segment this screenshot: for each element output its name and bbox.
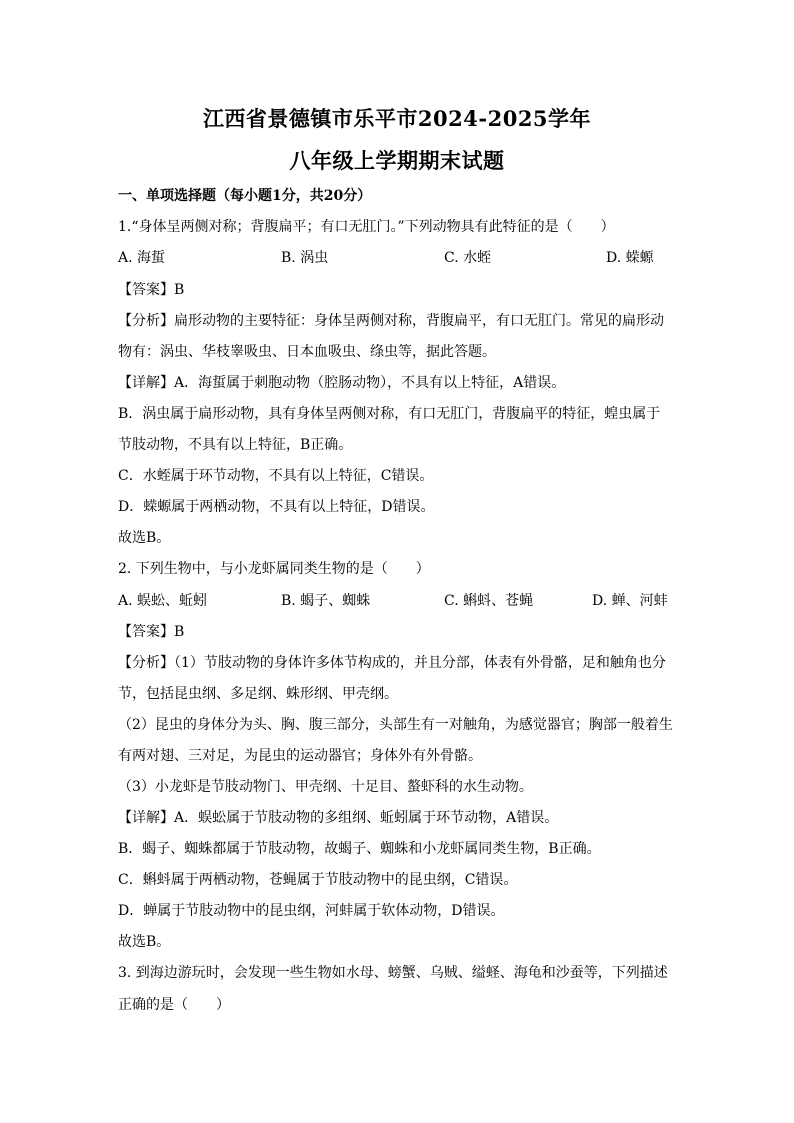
document-title-line2: 八年级上学期期末试题 — [289, 148, 505, 173]
question-3-stem-line: 3. 到海边游玩时，会发现一些生物如水母、螃蟹、乌贼、缢蛏、海龟和沙蚕等，下列描述 — [118, 965, 668, 981]
question-2-stem: 2. 下列生物中，与小龙虾属同类生物的是（ ） — [118, 561, 430, 577]
question-2-option-c: C. 蝌蚪、苍蝇 — [444, 593, 534, 609]
question-1-detail-line: C．水蛭属于环节动物，不具有以上特征，C错误。 — [118, 468, 434, 484]
question-1-detail-line: D．蝾螈属于两栖动物，不具有以上特征，D错误。 — [118, 499, 435, 515]
question-1-conclusion: 故选B。 — [118, 530, 171, 546]
question-2-analysis-line: 有两对翅、三对足，为昆虫的运动器官；身体外有外骨骼。 — [118, 748, 482, 764]
question-1-analysis-line: 【分析】扁形动物的主要特征：身体呈两侧对称，背腹扁平，有口无肛门。常见的扁形动 — [118, 313, 664, 329]
question-1-stem: 1.“身体呈两侧对称；背腹扁平；有口无肛门。”下列动物具有此特征的是（ ） — [118, 219, 615, 235]
question-2-conclusion: 故选B。 — [118, 934, 171, 950]
question-2-analysis-line: （2）昆虫的身体分为头、胸、腹三部分，头部生有一对触角，为感觉器官；胸部一般着生 — [118, 717, 673, 733]
question-2-detail-line: C．蝌蚪属于两栖动物，苍蝇属于节肢动物中的昆虫纲，C错误。 — [118, 872, 518, 888]
question-1-detail-line: 【详解】A．海蜇属于刺胞动物（腔肠动物），不具有以上特征，A错误。 — [118, 375, 566, 391]
question-2-answer: 【答案】B — [118, 624, 185, 640]
question-1-detail-line: 节肢动物，不具有以上特征，B正确。 — [118, 437, 353, 453]
question-1-option-d: D. 蝾螈 — [606, 250, 654, 266]
question-2-option-b: B. 蝎子、蜘蛛 — [281, 593, 371, 609]
question-2-detail-line: D．蝉属于节肢动物中的昆虫纲，河蚌属于软体动物，D错误。 — [118, 903, 505, 919]
question-2-detail-line: 【详解】A．蜈蚣属于节肢动物的多组纲、蚯蚓属于环节动物，A错误。 — [118, 810, 559, 826]
question-1-option-a: A. 海蜇 — [118, 250, 166, 266]
question-2-detail-line: B．蝎子、蜘蛛都属于节肢动物，故蝎子、蜘蛛和小龙虾属同类生物，B正确。 — [118, 841, 601, 857]
question-2-option-d: D. 蝉、河蚌 — [592, 593, 668, 609]
question-2-analysis-line: 节，包括昆虫纲、多足纲、蛛形纲、甲壳纲。 — [118, 686, 398, 702]
question-1-analysis-line: 物有：涡虫、华枝睾吸虫、日本血吸虫、绦虫等，据此答题。 — [118, 344, 496, 360]
question-1-option-c: C. 水蛭 — [444, 250, 492, 266]
question-2-analysis-line: （3）小龙虾是节肢动物门、甲壳纲、十足目、螯虾科的水生动物。 — [118, 779, 533, 795]
document-title-line1: 江西省景德镇市乐平市2024-2025学年 — [202, 106, 592, 131]
section-heading: 一、单项选择题（每小题1分，共20分） — [118, 188, 372, 204]
question-1-detail-line: B．涡虫属于扁形动物，具有身体呈两侧对称，有口无肛门，背腹扁平的特征，蝗虫属于 — [118, 406, 661, 422]
question-3-stem-line: 正确的是（ ） — [118, 997, 230, 1013]
question-2-analysis-line: 【分析】（1）节肢动物的身体许多体节构成的，并且分部，体表有外骨骼，足和触角也分 — [118, 655, 666, 671]
question-1-option-b: B. 涡虫 — [281, 250, 329, 266]
question-1-answer: 【答案】B — [118, 282, 185, 298]
question-2-option-a: A. 蜈蚣、蚯蚓 — [118, 593, 208, 609]
